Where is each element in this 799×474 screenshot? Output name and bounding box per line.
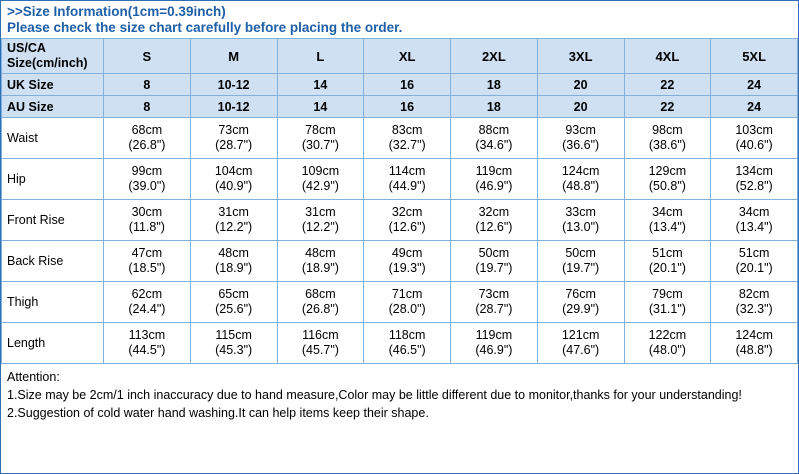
value-inch: (28.7"): [215, 138, 253, 152]
header-note: [1, 1, 798, 38]
value-cm: 31cm: [218, 205, 249, 219]
size-header-xl: XL: [364, 39, 451, 74]
table-header-row: [2, 39, 798, 74]
measurement-cell: [537, 323, 624, 364]
measurement-cell: [537, 282, 624, 323]
measurement-cell: [364, 118, 451, 159]
au-size-label: AU Size: [2, 96, 104, 118]
attention-note-2: 2.Suggestion of cold water hand washing.It can help items keep their shape.: [7, 406, 429, 420]
measurement-cell: [104, 323, 191, 364]
value-cm: 51cm: [652, 246, 683, 260]
value-cm: 68cm: [305, 287, 336, 301]
measurement-cell: [190, 159, 277, 200]
value-inch: (47.6"): [562, 343, 600, 357]
value-inch: (36.6"): [562, 138, 600, 152]
table-row: [2, 159, 798, 200]
size-info-subtitle: Please check the size chart carefully before placing the order.: [7, 20, 403, 35]
value-inch: (12.6"): [475, 220, 513, 234]
value-cm: 73cm: [478, 287, 510, 301]
measurement-cell: [364, 159, 451, 200]
value-inch: (50.8"): [648, 179, 686, 193]
measurement-cell: [104, 200, 191, 241]
measurement-cell: [104, 282, 191, 323]
measurement-cell: [277, 159, 364, 200]
value-inch: (44.5"): [128, 343, 166, 357]
au-size-row: [2, 96, 798, 118]
measurement-cell: [104, 118, 191, 159]
value-inch: (18.9"): [301, 261, 339, 275]
size-header-2xl: 2XL: [451, 39, 538, 74]
au-size-value: 20: [537, 96, 624, 118]
value-cm: 122cm: [648, 328, 687, 342]
value-inch: (13.0"): [562, 220, 600, 234]
size-header-4xl: 4XL: [624, 39, 711, 74]
value-inch: (12.2"): [301, 220, 339, 234]
value-inch: (11.8"): [128, 220, 165, 234]
value-inch: (46.9"): [475, 179, 513, 193]
value-inch: (32.3"): [735, 302, 773, 316]
table-row: [2, 323, 798, 364]
uk-size-row: [2, 74, 798, 96]
value-cm: 33cm: [565, 205, 596, 219]
value-inch: (26.8"): [301, 302, 339, 316]
value-cm: 116cm: [302, 328, 339, 342]
value-inch: (19.7"): [475, 261, 513, 275]
value-cm: 98cm: [652, 123, 683, 137]
uk-size-value: 18: [451, 74, 538, 96]
value-inch: (45.3"): [215, 343, 253, 357]
measurement-label: Length: [2, 323, 104, 364]
value-inch: (44.9"): [388, 179, 426, 193]
value-cm: 83cm: [391, 123, 423, 137]
measurement-label: Hip: [2, 159, 104, 200]
table-row: [2, 282, 798, 323]
value-cm: 82cm: [738, 287, 770, 301]
measurement-cell: [624, 323, 711, 364]
measurement-cell: [277, 282, 364, 323]
size-info-title: >>Size Information(1cm=0.39inch): [7, 4, 226, 19]
value-cm: 104cm: [214, 164, 253, 178]
value-cm: 51cm: [738, 246, 770, 260]
value-cm: 32cm: [391, 205, 423, 219]
measurement-label: Waist: [2, 118, 104, 159]
measurement-cell: [277, 241, 364, 282]
table-row: [2, 200, 798, 241]
measurement-cell: [537, 118, 624, 159]
value-inch: (40.9"): [215, 179, 253, 193]
value-inch: (19.7"): [562, 261, 600, 275]
value-inch: (39.0"): [128, 179, 166, 193]
value-inch: (25.6"): [215, 302, 253, 316]
value-cm: 79cm: [652, 287, 683, 301]
value-cm: 49cm: [391, 246, 423, 260]
value-cm: 73cm: [218, 123, 249, 137]
value-inch: (18.5"): [128, 261, 166, 275]
measurement-cell: [277, 200, 364, 241]
measurement-cell: [537, 159, 624, 200]
table-row: [2, 118, 798, 159]
measurement-cell: [711, 241, 798, 282]
measurement-cell: [104, 241, 191, 282]
measurement-cell: [711, 118, 798, 159]
value-inch: (32.7"): [388, 138, 426, 152]
value-cm: 50cm: [565, 246, 596, 260]
value-inch: (18.9"): [215, 261, 253, 275]
uk-size-value: 8: [104, 74, 191, 96]
value-inch: (38.6"): [648, 138, 686, 152]
size-header-m: M: [190, 39, 277, 74]
measurement-cell: [451, 282, 538, 323]
value-cm: 103cm: [735, 123, 773, 137]
value-inch: (40.6"): [735, 138, 773, 152]
value-inch: (20.1"): [648, 261, 686, 275]
attention-title: Attention:: [7, 370, 60, 384]
measurement-cell: [364, 323, 451, 364]
measurement-cell: [451, 159, 538, 200]
size-header-l: L: [277, 39, 364, 74]
measurement-cell: [624, 159, 711, 200]
value-cm: 88cm: [478, 123, 510, 137]
au-size-value: 24: [711, 96, 798, 118]
measurement-cell: [190, 118, 277, 159]
value-inch: (48.8"): [735, 343, 773, 357]
value-cm: 114cm: [388, 164, 426, 178]
value-cm: 34cm: [738, 205, 770, 219]
measurement-cell: [190, 200, 277, 241]
value-inch: (19.3"): [388, 261, 426, 275]
size-table: [1, 38, 798, 364]
value-inch: (24.4"): [128, 302, 166, 316]
uk-size-label: UK Size: [2, 74, 104, 96]
measurement-cell: [537, 241, 624, 282]
value-cm: 109cm: [301, 164, 340, 178]
measurement-cell: [451, 323, 538, 364]
value-inch: (46.9"): [475, 343, 513, 357]
measurement-cell: [277, 323, 364, 364]
measurement-cell: [364, 282, 451, 323]
value-inch: (30.7"): [301, 138, 339, 152]
row-label-header-line2: Size(cm/inch): [7, 56, 88, 70]
measurement-cell: [537, 200, 624, 241]
au-size-value: 18: [451, 96, 538, 118]
value-cm: 31cm: [305, 205, 336, 219]
value-cm: 30cm: [131, 205, 163, 219]
measurement-label: Back Rise: [2, 241, 104, 282]
value-cm: 99cm: [131, 164, 163, 178]
size-header-3xl: 3XL: [537, 39, 624, 74]
value-inch: (28.7"): [475, 302, 513, 316]
attention-notes: [1, 364, 798, 473]
size-header-5xl: 5XL: [711, 39, 798, 74]
measurement-cell: [104, 159, 191, 200]
uk-size-value: 22: [624, 74, 711, 96]
value-inch: (13.4"): [648, 220, 686, 234]
value-cm: 119cm: [475, 328, 513, 342]
value-cm: 121cm: [561, 328, 600, 342]
value-cm: 129cm: [648, 164, 687, 178]
attention-note-1: 1.Size may be 2cm/1 inch inaccuracy due to hand measure,Color may be little different due to monitor,thanks for your understanding!: [7, 388, 742, 402]
size-table-body: [2, 39, 798, 364]
measurement-cell: [711, 159, 798, 200]
measurement-cell: [451, 200, 538, 241]
measurement-cell: [711, 323, 798, 364]
measurement-label: Front Rise: [2, 200, 104, 241]
value-cm: 119cm: [475, 164, 513, 178]
measurement-cell: [711, 282, 798, 323]
uk-size-value: 10-12: [190, 74, 277, 96]
au-size-value: 22: [624, 96, 711, 118]
uk-size-value: 14: [277, 74, 364, 96]
measurement-cell: [190, 241, 277, 282]
value-cm: 68cm: [131, 123, 163, 137]
table-row: [2, 241, 798, 282]
value-inch: (42.9"): [301, 179, 339, 193]
value-inch: (28.0"): [388, 302, 426, 316]
uk-size-value: 16: [364, 74, 451, 96]
value-cm: 50cm: [478, 246, 510, 260]
measurement-cell: [624, 282, 711, 323]
uk-size-value: 20: [537, 74, 624, 96]
measurement-cell: [451, 241, 538, 282]
measurement-label: Thigh: [2, 282, 104, 323]
measurement-cell: [190, 282, 277, 323]
value-cm: 118cm: [388, 328, 426, 342]
value-inch: (46.5"): [388, 343, 426, 357]
value-inch: (45.7"): [301, 343, 339, 357]
value-cm: 48cm: [218, 246, 249, 260]
value-cm: 113cm: [128, 328, 166, 342]
measurement-cell: [190, 323, 277, 364]
value-cm: 93cm: [565, 123, 596, 137]
value-cm: 76cm: [565, 287, 596, 301]
row-label-header-line1: US/CA: [7, 41, 46, 55]
value-cm: 71cm: [391, 287, 423, 301]
au-size-value: 14: [277, 96, 364, 118]
value-inch: (48.8"): [562, 179, 600, 193]
value-cm: 34cm: [652, 205, 683, 219]
measurement-cell: [451, 118, 538, 159]
value-inch: (13.4"): [735, 220, 773, 234]
value-cm: 62cm: [131, 287, 163, 301]
measurement-cell: [624, 118, 711, 159]
value-inch: (34.6"): [475, 138, 513, 152]
value-inch: (26.8"): [128, 138, 166, 152]
value-cm: 32cm: [478, 205, 510, 219]
value-inch: (20.1"): [735, 261, 773, 275]
measurement-cell: [277, 118, 364, 159]
value-cm: 47cm: [131, 246, 163, 260]
measurement-cell: [364, 241, 451, 282]
value-cm: 78cm: [305, 123, 336, 137]
au-size-value: 8: [104, 96, 191, 118]
au-size-value: 16: [364, 96, 451, 118]
value-cm: 65cm: [218, 287, 249, 301]
value-cm: 124cm: [561, 164, 600, 178]
value-inch: (29.9"): [562, 302, 600, 316]
measurement-cell: [364, 200, 451, 241]
value-cm: 115cm: [215, 328, 252, 342]
value-inch: (31.1"): [648, 302, 686, 316]
value-inch: (48.0"): [648, 343, 686, 357]
measurement-cell: [711, 200, 798, 241]
measurement-cell: [624, 200, 711, 241]
measurement-cell: [624, 241, 711, 282]
row-label-header: [2, 39, 104, 74]
value-inch: (12.2"): [215, 220, 253, 234]
value-cm: 134cm: [735, 164, 773, 178]
value-cm: 124cm: [735, 328, 773, 342]
size-header-s: S: [104, 39, 191, 74]
au-size-value: 10-12: [190, 96, 277, 118]
value-inch: (52.8"): [735, 179, 773, 193]
uk-size-value: 24: [711, 74, 798, 96]
value-inch: (12.6"): [388, 220, 426, 234]
value-cm: 48cm: [305, 246, 336, 260]
